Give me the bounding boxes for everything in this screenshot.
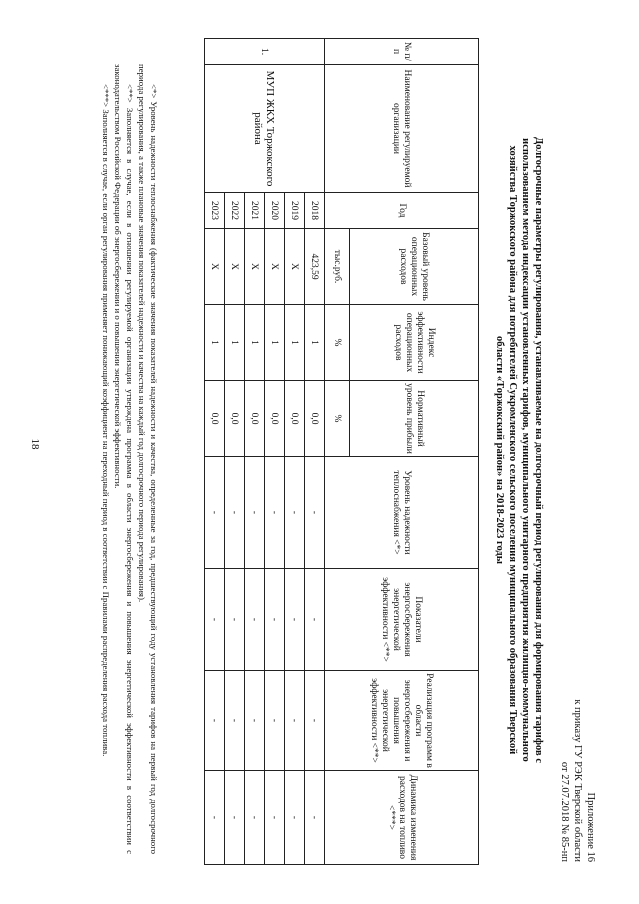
cell-fuel: - — [265, 771, 285, 865]
cell-fuel: - — [205, 771, 225, 865]
table-header-row — [350, 39, 479, 865]
cell-index: 1 — [245, 305, 265, 381]
cell-reliability: - — [205, 457, 225, 569]
cell-index: 1 — [225, 305, 245, 381]
cell-fuel: - — [305, 771, 325, 865]
cell-energy: - — [285, 569, 305, 671]
cell-profit: 0,0 — [245, 381, 265, 457]
cell-index: 1 — [265, 305, 285, 381]
appendix-header — [558, 699, 597, 862]
cell-base: Х — [245, 229, 265, 305]
unit-base: тыс.руб. — [325, 229, 350, 305]
cell-profit: 0,0 — [225, 381, 245, 457]
cell-energy: - — [205, 569, 225, 671]
header-profit: Нормативный уровень прибыли — [350, 381, 479, 457]
footnotes — [99, 64, 160, 854]
parameters-table — [204, 38, 479, 865]
cell-year: 2018 — [305, 193, 325, 229]
cell-fuel: - — [245, 771, 265, 865]
appendix-line-3: от 27.07.2018 № 85-нп — [559, 761, 570, 862]
organization-name: МУП ЖКХ Торжокского района — [205, 65, 325, 193]
cell-year: 2019 — [285, 193, 305, 229]
cell-base: Х — [285, 229, 305, 305]
cell-base: Х — [265, 229, 285, 305]
cell-program: - — [265, 671, 285, 771]
cell-profit: 0,0 — [305, 381, 325, 457]
header-index: Индекс эффективности операционных расходов — [350, 305, 479, 381]
cell-program: - — [205, 671, 225, 771]
row-number: 1. — [205, 39, 325, 65]
cell-index: 1 — [285, 305, 305, 381]
cell-profit: 0,0 — [285, 381, 305, 457]
cell-profit: 0,0 — [265, 381, 285, 457]
footnote-2: <**> Заполняется в случае, если в отношении регулируемой организации утверждена программа в области энергосбережения и повышения энергетической эффективности в соответствии с законодательством Российской Федерации об энергосбережении и о повышении энергетической эффективности. — [113, 64, 135, 854]
cell-year: 2023 — [205, 193, 225, 229]
unit-profit: % — [325, 381, 350, 457]
footnote-1: <*> Уровень надежности теплоснабжения (фактические значения показателей надежности и качества, определенные за год, предшествующий году установления тарифов на первый год долгосрочного периода регулирования, а также плановые значения показателей надежности и качества на каждый год долгосрочного периода регулирования). — [137, 64, 159, 854]
header-reliability: Уровень надежности теплоснабжения <*> — [325, 457, 479, 569]
footnote-3: <***> Заполняется в случае, если орган регулирования применяет понижающий коэффициент на переходный период в соответствии с Правилами распределения расхода топлива. — [101, 84, 111, 757]
appendix-line-2: к приказу ГУ РЭК Тверской области — [572, 699, 583, 862]
appendix-line-1: Приложение 16 — [585, 792, 596, 862]
cell-reliability: - — [265, 457, 285, 569]
header-org: Наименование регулируемой организации — [325, 65, 479, 193]
cell-fuel: - — [285, 771, 305, 865]
cell-year: 2020 — [265, 193, 285, 229]
header-year: Год — [325, 193, 479, 229]
cell-reliability: - — [245, 457, 265, 569]
cell-base: Х — [205, 229, 225, 305]
cell-index: 1 — [205, 305, 225, 381]
cell-year: 2022 — [225, 193, 245, 229]
cell-reliability: - — [225, 457, 245, 569]
cell-energy: - — [265, 569, 285, 671]
header-program: Реализация программ в области энергосбережения и повышения энергетической эффективности <**> — [325, 671, 479, 771]
cell-reliability: - — [285, 457, 305, 569]
header-base: Базовый уровень операционных расходов — [350, 229, 479, 305]
cell-year: 2021 — [245, 193, 265, 229]
cell-fuel: - — [225, 771, 245, 865]
cell-program: - — [305, 671, 325, 771]
cell-energy: - — [245, 569, 265, 671]
table-row — [305, 39, 325, 865]
cell-program: - — [245, 671, 265, 771]
cell-energy: - — [305, 569, 325, 671]
rotated-sheet — [45, 30, 607, 874]
document-title: Долгосрочные параметры регулирования, устанавливаемые на долгосрочный период регулирования для формирования тарифов с использованием метода индексации установленных тарифов, муниципального унитарного предприятия жилищно-коммунального хозяйства Торжокского района для потребителей Сукромленского сельского поселения муниципального образования Тверской области «Торжокский район» на 2018-2023 годы — [494, 136, 544, 763]
cell-reliability: - — [305, 457, 325, 569]
cell-index: 1 — [305, 305, 325, 381]
cell-base: 423,59 — [305, 229, 325, 305]
cell-profit: 0,0 — [205, 381, 225, 457]
cell-base: Х — [225, 229, 245, 305]
page-number: 18 — [29, 438, 41, 450]
table-body — [205, 39, 325, 865]
header-energy-indicators: Показатели энергосбережения энергетической эффективности <**> — [325, 569, 479, 671]
cell-energy: - — [225, 569, 245, 671]
header-fuel: Динамика изменения расходов на топливо <***> — [325, 771, 479, 865]
cell-program: - — [285, 671, 305, 771]
header-num: № п/п — [325, 39, 479, 65]
unit-index: % — [325, 305, 350, 381]
cell-program: - — [225, 671, 245, 771]
